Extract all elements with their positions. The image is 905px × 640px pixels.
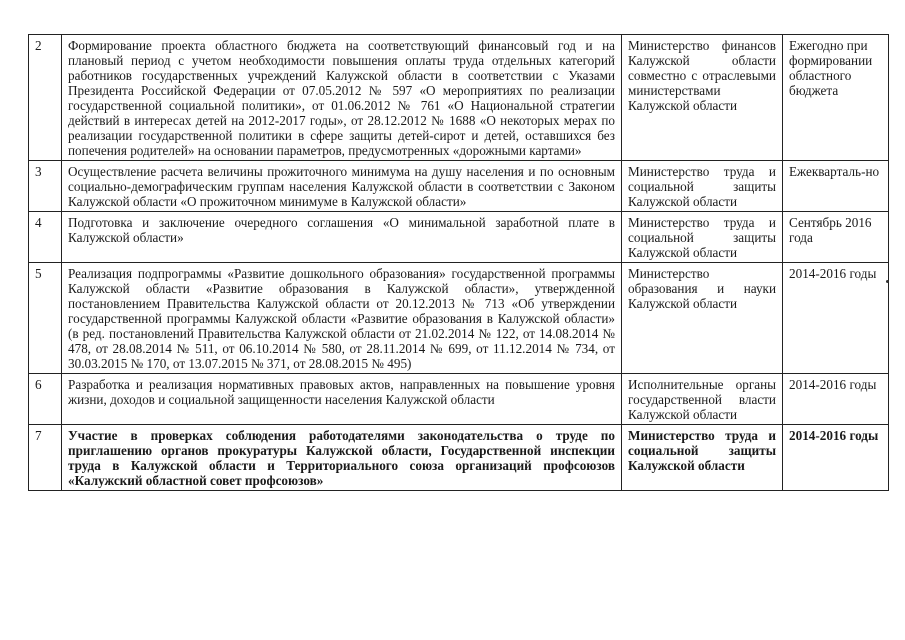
- measure-term: 2014-2016 годы: [783, 425, 889, 491]
- measure-term: Сентябрь 2016 года: [783, 212, 889, 263]
- measure-description: Подготовка и заключение очередного соглашения «О минимальной заработной плате в Калужской области»: [62, 212, 622, 263]
- measure-executor: Исполнительные органы государственной власти Калужской области: [622, 374, 783, 425]
- table-row: [29, 35, 889, 161]
- row-number: 3: [29, 161, 62, 212]
- table-row: [29, 161, 889, 212]
- measure-term: Ежегодно при формировании областного бюджета: [783, 35, 889, 161]
- measure-description: Реализация подпрограммы «Развитие дошкольного образования» государственной программы Калужской области «Развитие образования в Калужской области», утвержденной постановлением Правительства Калужской области от 20.12.2013 № 713 «Об утверждении государственной программы Калужской области «Развитие образования в Калужской области» (в ред. постановлений Правительства Калужской области от 21.02.2014 № 122, от 14.08.2014 № 478, от 28.08.2014 № 511, от 06.10.2014 № 580, от 28.11.2014 № 699, от 11.12.2014 № 734, от 30.03.2015 № 170, от 13.07.2015 № 371, от 28.08.2015 № 495): [62, 263, 622, 374]
- table-row: [29, 374, 889, 425]
- measure-description: Участие в проверках соблюдения работодателями законодательства о труде по приглашению органов прокуратуры Калужской области, Государственной инспекции труда в Калужской области и Территориального союза организаций профсоюзов «Калужский областной совет профсоюзов»: [62, 425, 622, 491]
- scan-speck: [886, 280, 889, 283]
- measure-term: 2014-2016 годы: [783, 374, 889, 425]
- measure-description: Осуществление расчета величины прожиточного минимума на душу населения и по основным социально-демографическим группам населения Калужской области в соответствии с Законом Калужской области «О прожиточном минимуме в Калужской области»: [62, 161, 622, 212]
- row-number: 6: [29, 374, 62, 425]
- measure-executor: Министерство труда и социальной защиты Калужской области: [622, 161, 783, 212]
- measure-description: Формирование проекта областного бюджета на соответствующий финансовый год и на плановый период с учетом необходимости повышения оплаты труда отдельных категорий работников государственных учреждений Калужской области в соответствии с Указами Президента Российской Федерации от 07.05.2012 № 597 «О мероприятиях по реализации государственной социальной политики», от 01.06.2012 № 761 «О Национальной стратегии действий в интересах детей на 2012-2017 годы», от 28.12.2012 № 1688 «О некоторых мерах по реализации государственной политики в сфере защиты детей-сирот и детей, оставшихся без попечения родителей» на основании параметров, предусмотренных «дорожными картами»: [62, 35, 622, 161]
- measures-table: [28, 34, 889, 491]
- document-page: [28, 34, 888, 491]
- row-number: 4: [29, 212, 62, 263]
- table-row: [29, 263, 889, 374]
- measure-term: 2014-2016 годы: [783, 263, 889, 374]
- measure-executor: Министерство труда и социальной защиты Калужской области: [622, 425, 783, 491]
- measure-executor: Министерство финансов Калужской области совместно с отраслевыми министерствами Калужской области: [622, 35, 783, 161]
- measure-description: Разработка и реализация нормативных правовых актов, направленных на повышение уровня жизни, доходов и социальной защищенности населения Калужской области: [62, 374, 622, 425]
- row-number: 2: [29, 35, 62, 161]
- table-row: [29, 212, 889, 263]
- row-number: 5: [29, 263, 62, 374]
- measure-executor: Министерство образования и науки Калужской области: [622, 263, 783, 374]
- row-number: 7: [29, 425, 62, 491]
- measure-term: Ежекварталь-но: [783, 161, 889, 212]
- measure-executor: Министерство труда и социальной защиты Калужской области: [622, 212, 783, 263]
- table-row: [29, 425, 889, 491]
